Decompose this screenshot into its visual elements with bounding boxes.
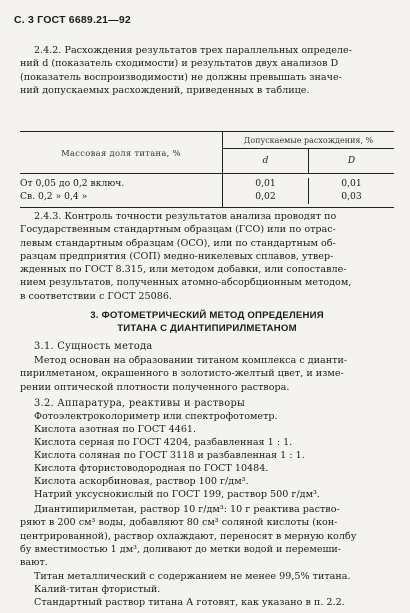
- tolerance-table: [20, 131, 394, 208]
- subsection-3-2-title: 3.2. Аппаратура, реактивы и растворы: [34, 398, 246, 409]
- table-row: [20, 178, 394, 191]
- paragraph-reagent: [20, 503, 394, 569]
- cell-d: 0,02: [223, 191, 309, 204]
- list-item: Кислота фтористоводородная по ГОСТ 10484.: [34, 463, 269, 474]
- text-line: левым стандартным образцам (ОСО), или по стандартным об-: [20, 237, 336, 249]
- text-line: разцам предприятия (СОП) медно-никелевых сплавов, утвер-: [20, 250, 334, 262]
- cell-D: 0,01: [341, 178, 362, 189]
- list-item: Калий-титан фтористый.: [34, 584, 161, 595]
- section-title-line: 3. ФОТОМЕТРИЧЕСКИЙ МЕТОД ОПРЕДЕЛЕНИЯ: [90, 310, 324, 321]
- list-item: Кислота азотная по ГОСТ 4461.: [34, 424, 197, 435]
- list-item: Кислота аскорбиновая, раствор 100 г/дм³.: [34, 476, 249, 487]
- text-line: пирилметаном, окрашенного в золотисто-желтый цвет, и изме-: [20, 368, 344, 380]
- paragraph-3-1: [20, 354, 394, 394]
- column-header-d: d: [223, 149, 309, 173]
- list-item: Кислота соляная по ГОСТ 3118 и разбавленная 1 : 1.: [34, 450, 305, 461]
- paragraph-2-4-2: [20, 44, 394, 97]
- list-item: Фотоэлектроколориметр или спектрофотометр.: [34, 411, 278, 422]
- paragraph-2-4-3: [20, 210, 394, 303]
- cell-mass-fraction: От 0,05 до 0,2 включ.: [20, 178, 125, 189]
- text-line: ний d (показатель сходимости) и результатов двух анализов D: [20, 58, 339, 70]
- text-line: 2.4.3. Контроль точности результатов анализа проводят по: [34, 211, 337, 222]
- subsection-3-1-title: 3.1. Сущность метода: [34, 341, 153, 352]
- cell-D: 0,03: [341, 191, 362, 202]
- section-title-line: ТИТАНА С ДИАНТИПИРИЛМЕТАНОМ: [117, 323, 297, 334]
- text-line: бу вместимостью 1 дм³, доливают до метки водой и перемеши-: [20, 543, 342, 555]
- text-line: в соответствии с ГОСТ 25086.: [20, 290, 172, 302]
- text-line: центрированной), раствор охлаждают, переносят в мерную колбу: [20, 530, 357, 542]
- table-body: [20, 174, 394, 207]
- text-line: (показатель воспроизводимости) не должны превышать значе-: [20, 71, 342, 83]
- column-header-mass-fraction: Массовая доля титана, %: [20, 132, 223, 173]
- text-line: 2.4.2. Расхождения результатов трех параллельных определе-: [34, 45, 352, 56]
- text-line: Метод основан на образовании титаном комплекса с дианти-: [34, 355, 348, 366]
- list-item: Натрий уксуснокислый по ГОСТ 199, раствор 500 г/дм³.: [34, 489, 320, 500]
- column-header-tolerances: Допускаемые расхождения, %: [223, 132, 394, 149]
- text-line: нием результатов, полученных атомно-абсорбционным методом,: [20, 277, 352, 289]
- text-line: жденных по ГОСТ 8.315, или методом добавки, или сопоставле-: [20, 264, 347, 276]
- text-line: ряют в 200 см³ воды, добавляют 80 см³ соляной кислоты (кон-: [20, 517, 338, 529]
- list-item: Кислота серная по ГОСТ 4204, разбавленная 1 : 1.: [34, 437, 293, 448]
- table-header: [20, 132, 394, 174]
- table-row: [20, 191, 394, 204]
- text-line: рении оптической плотности полученного раствора.: [20, 381, 290, 393]
- list-item: Титан металлический с содержанием не менее 99,5% титана.: [34, 571, 351, 582]
- cell-d: 0,01: [223, 178, 309, 191]
- text-line: вают.: [20, 557, 48, 569]
- list-item: Стандартный раствор титана А готовят, как указано в п. 2.2.: [34, 597, 345, 608]
- text-line: Диантипирилметан, раствор 10 г/дм³: 10 г реактива раство-: [34, 504, 340, 515]
- column-header-D: D: [347, 156, 356, 166]
- cell-mass-fraction: Св. 0,2 » 0,4 »: [20, 191, 88, 202]
- text-line: ний допускаемых расхождений, приведенных в таблице.: [20, 84, 310, 96]
- text-line: Государственным стандартным образцам (ГСО) или по отрас-: [20, 224, 336, 236]
- page-header: С. 3 ГОСТ 6689.21—92: [14, 14, 131, 26]
